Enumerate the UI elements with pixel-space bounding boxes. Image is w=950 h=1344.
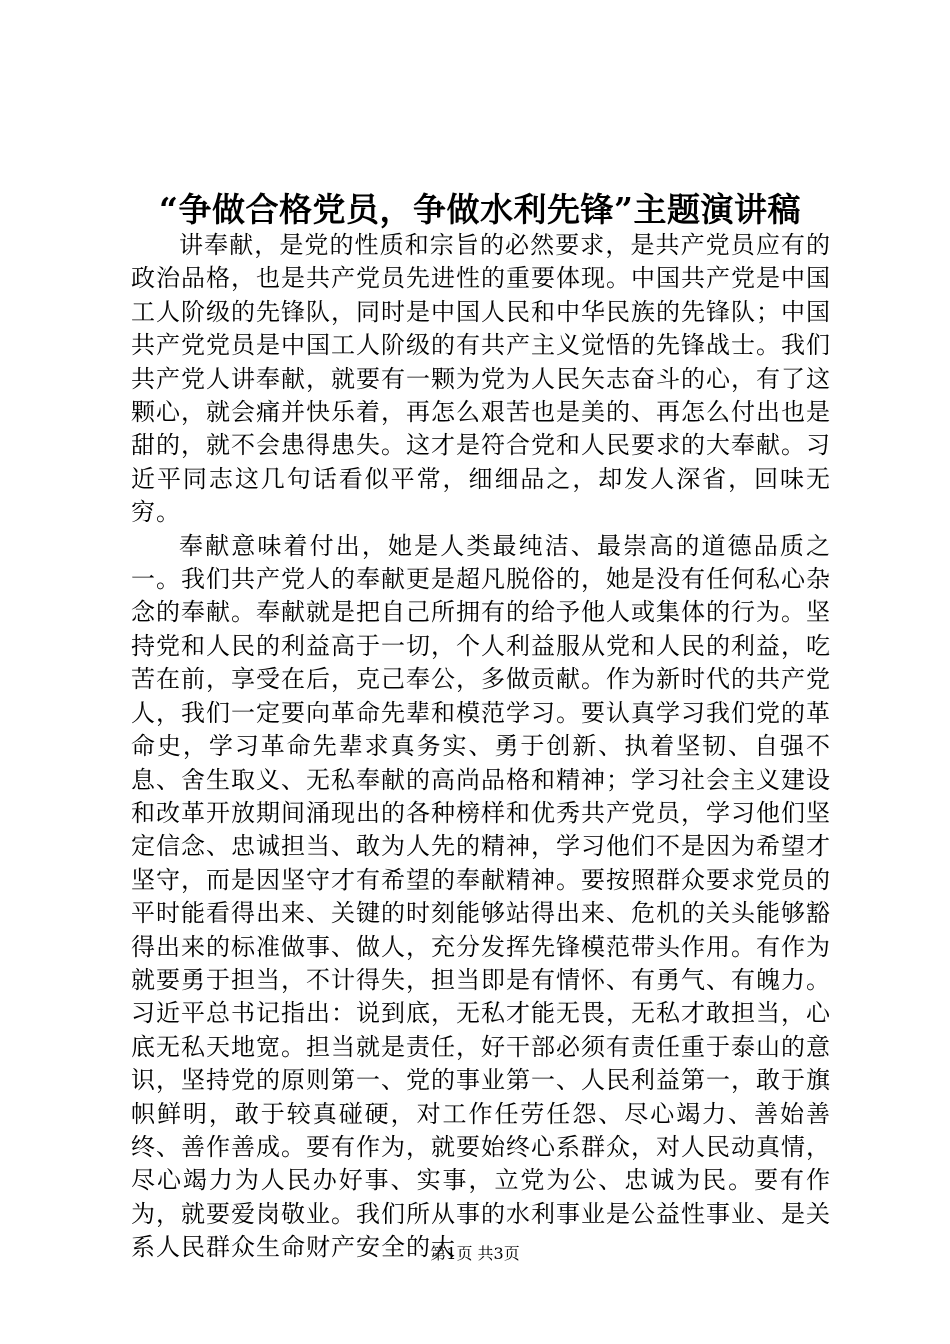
document-title: “争做合格党员，争做水利先锋”主题演讲稿 xyxy=(159,190,801,229)
page-number: 第1页 共3页 xyxy=(430,1244,520,1263)
paragraph-2: 奉献意味着付出，她是人类最纯洁、最崇高的道德品质之一。我们共产党人的奉献更是超凡脱俗的，她是没有任何私心杂念的奉献。奉献就是把自己所拥有的给予他人或集体的行为。坚持党和人民的利益高于一切，个人利益服从党和人民的利益，吃苦在前，享受在后，克己奉公，多做贡献。作为新时代的共产党人，我们一定要向革命先辈和模范学习。要认真学习我们党的革命史，学习革命先辈求真务实、勇于创新、执着坚韧、自强不息、舍生取义、无私奉献的高尚品格和精神；学习社会主义建设和改革开放期间涌现出的各种榜样和优秀共产党员，学习他们坚定信念、忠诚担当、敢为人先的精神，学习他们不是因为希望才坚守，而是因坚守才有希望的奉献精神。要按照群众要求党员的平时能看得出来、关键的时刻能够站得出来、危机的关头能够豁得出来的标准做事、做人，充分发挥先锋模范带头作用。有作为就要勇于担当，不计得失，担当即是有情怀、有勇气、有魄力。习近平总书记指出：说到底，无私才能无畏，无私才敢担当，心底无私天地宽。担当就是责任，好干部必须有责任重于泰山的意识，坚持党的原则第一、党的事业第一、人民利益第一，敢于旗帜鲜明，敢于较真碰硬，对工作任劳任怨、尽心竭力、善始善终、善作善成。要有作为，就要始终心系群众，对人民动真情，尽心竭力为人民办好事、实事，立党为公、忠诚为民。要有作为，就要爱岗敬业。我们所从事的水利事业是公益性事业、是关系人民群众生命财产安全的大 xyxy=(131,531,831,1262)
document-body xyxy=(131,229,831,1265)
paragraph-1: 讲奉献，是党的性质和宗旨的必然要求，是共产党员应有的政治品格，也是共产党员先进性的重要体现。中国共产党是中国工人阶级的先锋队，同时是中国人民和中华民族的先锋队；中国共产党党员是中国工人阶级的有共产主义觉悟的先锋战士。我们共产党人讲奉献，就要有一颗为党为人民矢志奋斗的心，有了这颗心，就会痛并快乐着，再怎么艰苦也是美的、再怎么付出也是甜的，就不会患得患失。这才是符合党和人民要求的大奉献。习近平同志这几句话看似平常，细细品之，却发人深省，回味无穷。 xyxy=(131,231,831,527)
